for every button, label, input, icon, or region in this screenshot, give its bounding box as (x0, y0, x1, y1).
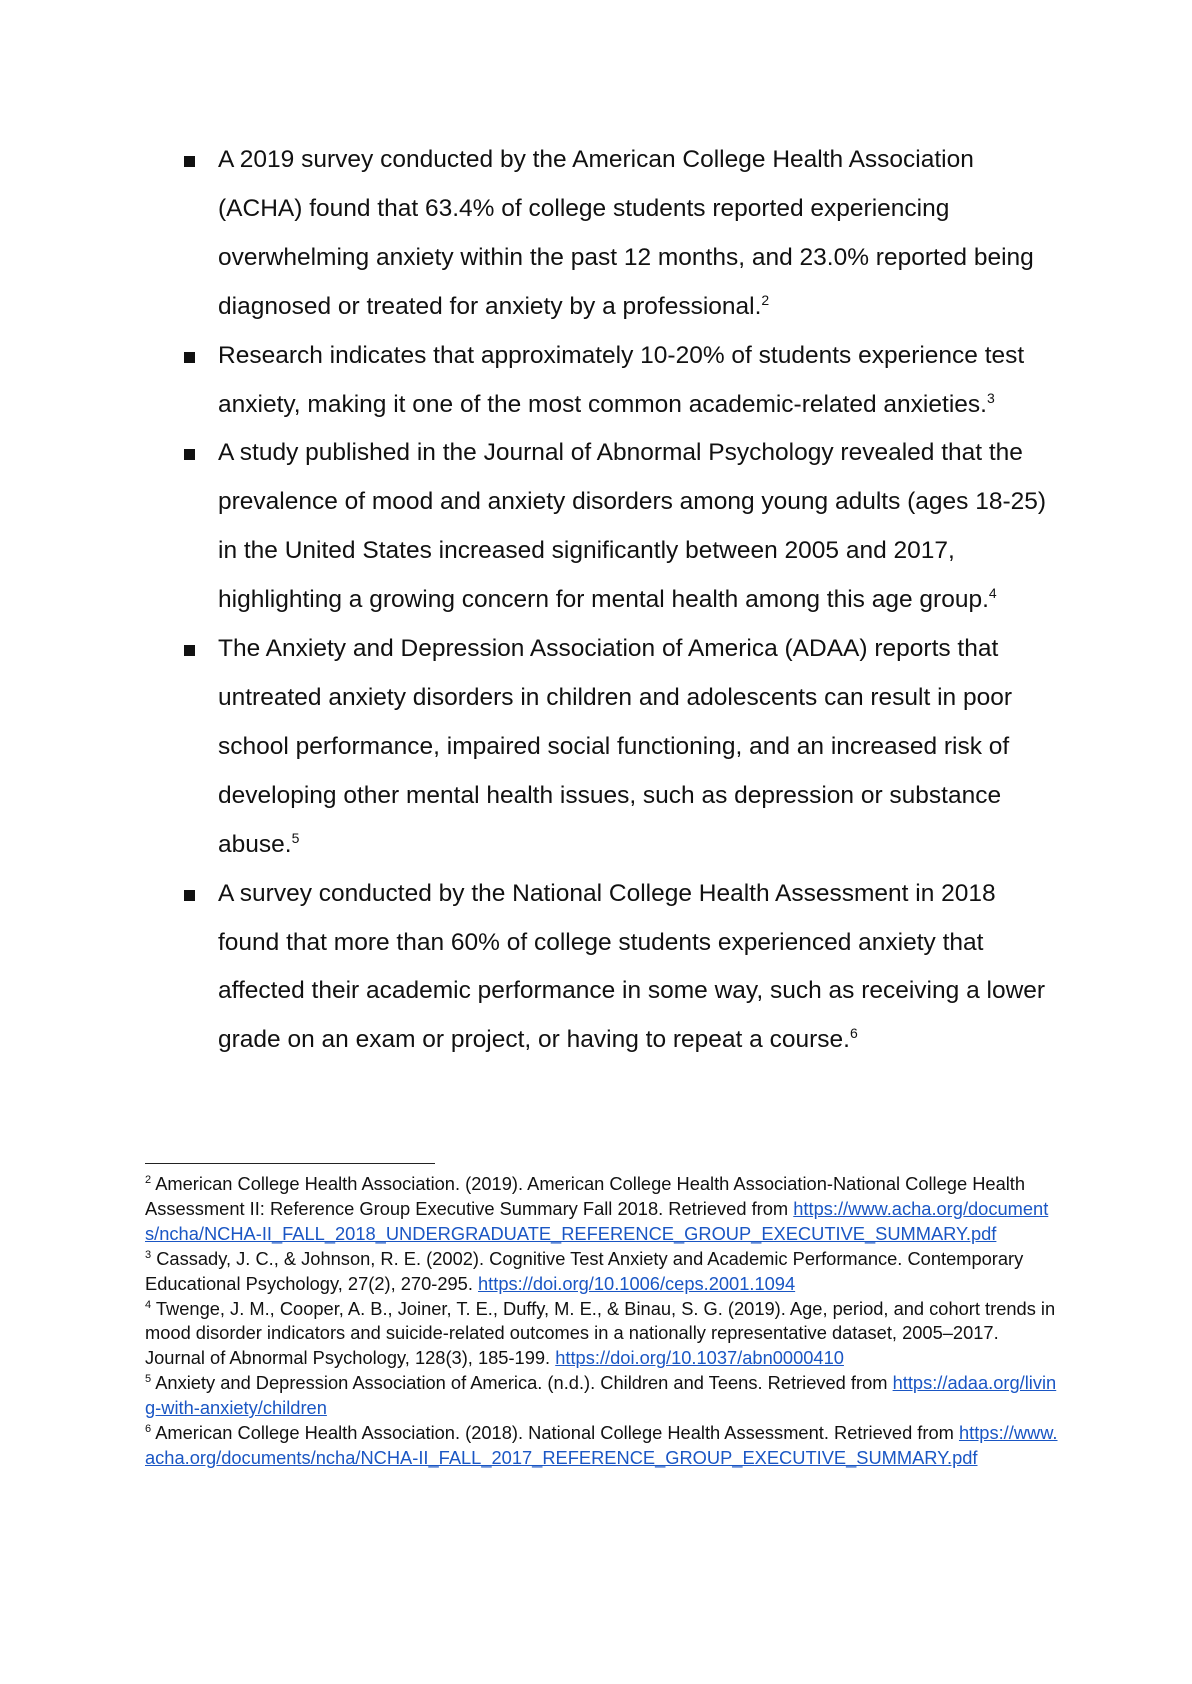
bullet-item (180, 625, 1060, 870)
bullet-text: Research indicates that approximately 10-20% of students experience test anxiety, making it one of the most common academic-related anxieties. (218, 341, 1025, 418)
footnote-number: 6 (145, 1422, 152, 1435)
square-bullet-icon (184, 449, 195, 460)
footnote (145, 1421, 1060, 1471)
square-bullet-icon (184, 890, 195, 901)
bullet-item (180, 136, 1060, 332)
footnote-link[interactable]: https://doi.org/10.1037/abn0000410 (555, 1347, 844, 1369)
footnote-text: Cassady, J. C., & Johnson, R. E. (2002). Cognitive Test Anxiety and Academic Performance. Contemporary Educational Psychology, 27(2), 270-295. (145, 1247, 1024, 1294)
footnote-ref[interactable]: 4 (988, 585, 997, 601)
bullet-item (180, 332, 1060, 430)
footnote-ref[interactable]: 3 (986, 389, 995, 406)
bullet-text: The Anxiety and Depression Association of America (ADAA) reports that untreated anxiety disorders in children and adolescents can result in poor school performance, impaired social functioning, and an increased risk of developing other mental health issues, such as depression or substance abuse. (218, 635, 1013, 858)
footnote-number: 5 (145, 1373, 152, 1386)
statistics-bullet-list (180, 136, 1060, 1065)
footnote-text: American College Health Association. (2019). American College Health Association-National College Health Assessment II: Reference Group Executive Summary Fall 2018. Retrieved from (145, 1173, 1026, 1219)
footnote-text: Anxiety and Depression Association of America. (n.d.). Children and Teens. Retrieved from (155, 1372, 888, 1394)
footnote-ref[interactable]: 2 (761, 291, 770, 308)
footnotes (145, 1172, 1060, 1471)
footnote-link[interactable]: https://adaa.org/living-with-anxiety/children (145, 1372, 1057, 1419)
footnote (145, 1172, 1060, 1247)
bullet-text: A study published in the Journal of Abnormal Psychology revealed that the prevalence of mood and anxiety disorders among young adults (ages 18-25) in the United States increased significantly between 2005 and 2017, highlighting a growing concern for mental health among this age group. (218, 439, 1047, 614)
footnote-link[interactable]: https://www.acha.org/documents/ncha/NCHA-II_FALL_2017_REFERENCE_GROUP_EXECUTIVE_SUMMARY.pdf (145, 1422, 1058, 1468)
bullet-item (180, 429, 1060, 625)
footnote-ref[interactable]: 5 (291, 829, 300, 846)
footnote-number: 2 (145, 1173, 152, 1186)
footnote-text: American College Health Association. (2018). National College Health Assessment. Retrieved from (155, 1422, 954, 1444)
bullet-text: A 2019 survey conducted by the American College Health Association (ACHA) found that 63.4% of college students reported experiencing overwhelming anxiety within the past 12 months, and 23.0% reported being diagnosed or treated for anxiety by a professional. (218, 146, 1034, 320)
square-bullet-icon (184, 645, 195, 656)
bullet-item (180, 870, 1060, 1066)
footnote-separator (145, 1163, 435, 1164)
footnote-number: 3 (145, 1248, 152, 1261)
footnote-text: Twenge, J. M., Cooper, A. B., Joiner, T. E., Duffy, M. E., & Binau, S. G. (2019). Age, period, and cohort trends in mood disorder indicators and suicide-related outcomes in a nationally representative dataset, 2005–2017. Journal of Abnormal Psychology, 128(3), 185-199. (145, 1297, 1056, 1369)
footnote (145, 1371, 1060, 1421)
footnote-link[interactable]: https://doi.org/10.1006/ceps.2001.1094 (478, 1272, 796, 1294)
footnote (145, 1247, 1060, 1297)
footnote (145, 1297, 1060, 1372)
footnote-ref[interactable]: 6 (849, 1025, 858, 1042)
footnote-number: 4 (145, 1298, 152, 1311)
square-bullet-icon (184, 352, 195, 363)
square-bullet-icon (184, 156, 195, 167)
footnote-link[interactable]: https://www.acha.org/documents/ncha/NCHA-II_FALL_2018_UNDERGRADUATE_REFERENCE_GROUP_EXECUTIVE_SUMMARY.pdf (145, 1197, 1049, 1244)
bullet-text: A survey conducted by the National College Health Assessment in 2018 found that more than 60% of college students experienced anxiety that affected their academic performance in some way, such as receiving a lower grade on an exam or project, or having to repeat a course. (218, 879, 1046, 1054)
